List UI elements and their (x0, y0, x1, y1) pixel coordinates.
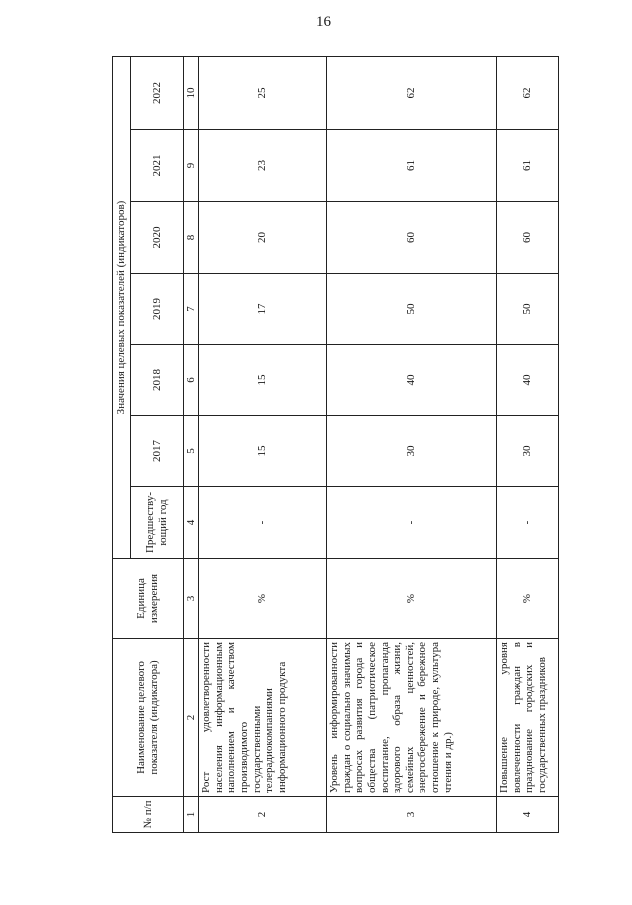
header-num: № п/п (113, 797, 184, 833)
column-index: 9 (184, 130, 199, 202)
header-year: 2020 (131, 202, 184, 274)
indicator-name: Уровень информированности граждан о социально значимых вопросах развития города и общества (патриотическое воспитание, пропаганда здорового образа жизни, семейных ценностей, энергосбережение и бережное отношение к природе, культура чтения и др.) (327, 639, 497, 797)
header-prev-year: Предшеству-ющий год (131, 487, 184, 559)
year-value: 62 (497, 56, 559, 129)
unit-cell: % (199, 559, 327, 639)
column-index: 8 (184, 202, 199, 274)
prev-year-value: - (497, 487, 559, 559)
year-value: 50 (497, 274, 559, 345)
column-index: 2 (184, 639, 199, 797)
header-year: 2022 (131, 56, 184, 129)
column-index: 3 (184, 559, 199, 639)
year-value: 30 (327, 416, 497, 487)
year-value: 40 (497, 345, 559, 416)
unit-cell: % (327, 559, 497, 639)
column-index: 1 (184, 797, 199, 833)
year-value: 61 (327, 130, 497, 202)
rotated-table-container (112, 57, 554, 833)
year-value: 60 (497, 202, 559, 274)
page-number: 16 (316, 14, 331, 30)
table-row (327, 56, 497, 832)
prev-year-value: - (199, 487, 327, 559)
prev-year-value: - (327, 487, 497, 559)
row-number: 4 (497, 797, 559, 833)
year-value: 60 (327, 202, 497, 274)
header-name: Наименование целевого показателя (индикатора) (113, 639, 184, 797)
column-index: 5 (184, 416, 199, 487)
indicator-name: Повышение уровня вовлеченности граждан в празднование городских и государственных праздников (497, 639, 559, 797)
header-year: 2019 (131, 274, 184, 345)
year-value: 50 (327, 274, 497, 345)
header-values-group: Значения целевых показателей (индикаторов) (113, 56, 131, 558)
header-year: 2017 (131, 416, 184, 487)
year-value: 61 (497, 130, 559, 202)
column-index: 6 (184, 345, 199, 416)
year-value: 25 (199, 56, 327, 129)
indicator-name: Рост удовлетворенности населения информационным наполнением и качеством производимого государственными телерадиокомпаниями информационного продукта (199, 639, 327, 797)
unit-cell: % (497, 559, 559, 639)
table-row (199, 56, 327, 832)
row-number: 3 (327, 797, 497, 833)
year-value: 23 (199, 130, 327, 202)
row-number: 2 (199, 797, 327, 833)
year-value: 15 (199, 416, 327, 487)
column-index: 4 (184, 487, 199, 559)
year-value: 62 (327, 56, 497, 129)
header-year: 2021 (131, 130, 184, 202)
column-index: 7 (184, 274, 199, 345)
year-value: 20 (199, 202, 327, 274)
table-row (497, 56, 559, 832)
column-index: 10 (184, 56, 199, 129)
year-value: 15 (199, 345, 327, 416)
year-value: 17 (199, 274, 327, 345)
header-unit: Единица измерения (113, 559, 184, 639)
indicators-table (112, 56, 559, 833)
year-value: 30 (497, 416, 559, 487)
header-year: 2018 (131, 345, 184, 416)
year-value: 40 (327, 345, 497, 416)
